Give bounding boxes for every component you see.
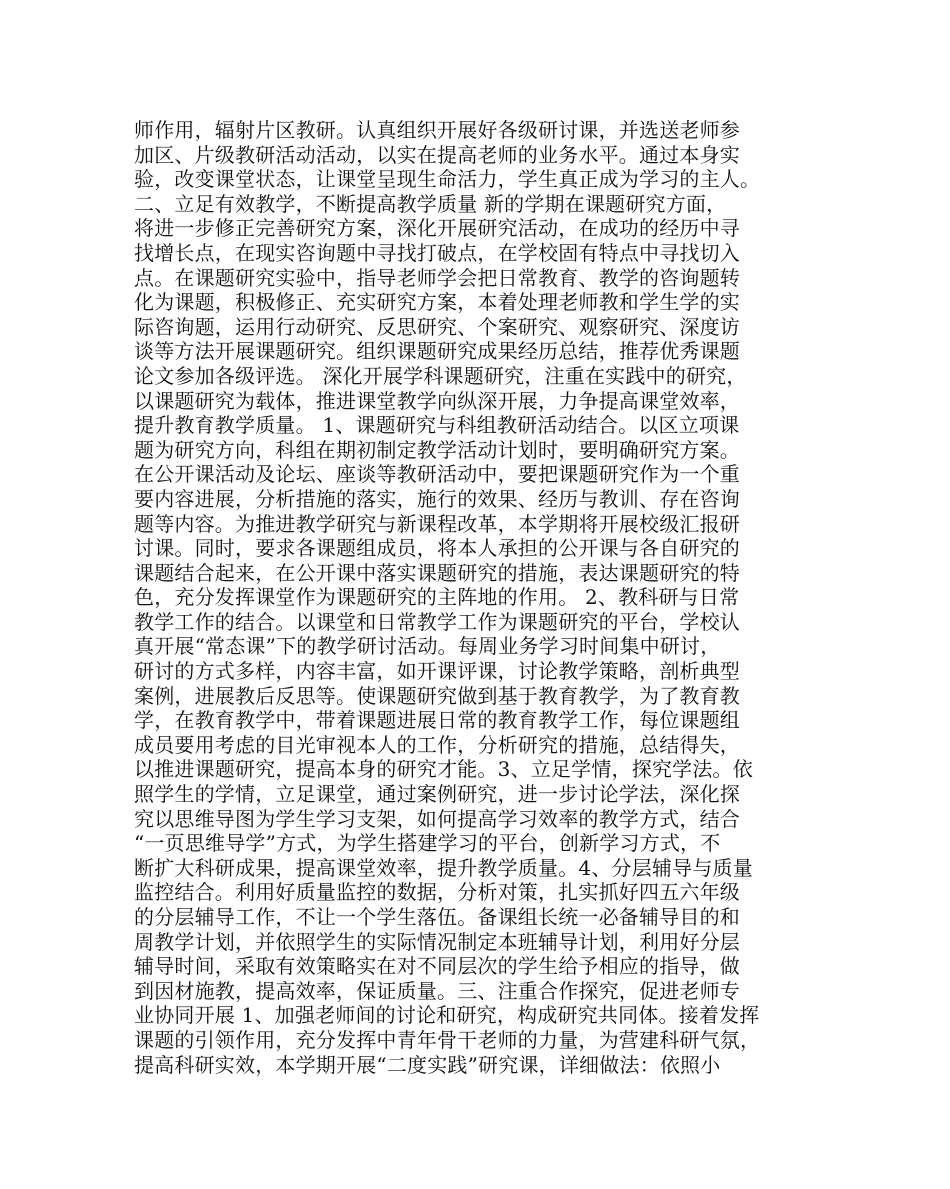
text-line: 以推进课题研究，提高本身的研究才能。3、立足学情，探究学法。依: [134, 757, 753, 782]
text-line: 课题结合起来，在公开课中落实课题研究的措施，表达课题研究的特: [134, 560, 740, 585]
text-line: 的分层辅导工作，不让一个学生落伍。备课组长统一必备辅导目的和: [134, 905, 740, 929]
text-line: 加区、片级教研活动活动，以实在提高老师的业务水平。通过本身实: [134, 142, 740, 167]
text-line: 谈等方法开展课题研究。组织课题研究成果经历总结，推荐优秀课题: [134, 339, 740, 364]
text-line: 提高科研实效，本学期开展“二度实践”研究课，详细做法：依照小: [134, 1052, 721, 1077]
text-line: 业协同开展 1、加强老师间的讨论和研究，构成研究共同体。接着发挥: [134, 1003, 760, 1028]
text-line: “一页思维导学”方式，为学生搭建学习的平台，创新学习方式，不: [134, 831, 721, 856]
text-line: 成员要用考虑的目光审视本人的工作，分析研究的措施，总结得失，: [134, 732, 740, 757]
text-line: 照学生的学情，立足课堂，通过案例研究，进一步讨论学法，深化探: [134, 782, 740, 807]
text-line: 真开展“常态课”下的教学研讨活动。每周业务学习时间集中研讨，: [134, 634, 721, 659]
text-line: 题为研究方向，科组在期初制定教学活动计划时，要明确研究方案。: [134, 437, 740, 462]
text-line: 要内容进展，分析措施的落实，施行的效果、经历与教训、存在咨询: [134, 486, 740, 511]
text-line: 师作用，辐射片区教研。认真组织开展好各级研讨课，并选送老师参: [134, 118, 740, 142]
text-line: 讨课。同时，要求各课题组成员，将本人承担的公开课与各自研究的: [134, 536, 740, 561]
text-line: 验，改变课堂状态，让课堂呈现生命活力，学生真正成为学习的主人。: [134, 167, 761, 192]
text-line: 断扩大科研成果，提高课堂效率，提升教学质量。4、分层辅导与质量: [134, 855, 753, 880]
text-line: 究以思维导图为学生学习支架，如何提高学习效率的教学方式，结合: [134, 806, 740, 831]
text-line: 提升教育教学质量。 1、课题研究与科组教研活动结合。以区立项课: [134, 413, 740, 438]
text-line: 辅导时间，采取有效策略实在对不同层次的学生给予相应的指导，做: [134, 954, 740, 979]
text-line: 研讨的方式多样，内容丰富，如开课评课，讨论教学策略，剖析典型: [134, 659, 740, 684]
text-line: 找增长点，在现实咨询题中寻找打破点，在学校固有特点中寻找切入: [134, 240, 740, 265]
text-line: 学，在教育教学中，带着课题进展日常的教育教学工作，每位课题组: [134, 708, 740, 733]
text-line: 课题的引领作用，充分发挥中青年骨干老师的力量，为营建科研气氛，: [134, 1027, 761, 1052]
text-line: 将进一步修正完善研究方案，深化开展研究活动，在成功的经历中寻: [134, 216, 740, 241]
text-line: 案例，进展教后反思等。使课题研究做到基于教育教学，为了教育教: [134, 683, 740, 708]
text-line: 以课题研究为载体，推进课堂教学向纵深开展，力争提高课堂效率，: [134, 388, 740, 413]
text-line: 在公开课活动及论坛、座谈等教研活动中，要把课题研究作为一个重: [134, 462, 740, 487]
text-line: 点。在课题研究实验中，指导老师学会把日常教育、教学的咨询题转: [134, 265, 740, 290]
text-line: 论文参加各级评选。 深化开展学科课题研究，注重在实践中的研究，: [134, 363, 747, 388]
text-line: 色，充分发挥课堂作为课题研究的主阵地的作用。 2、教科研与日常: [134, 585, 740, 610]
text-line: 题等内容。为推进教学研究与新课程改革，本学期将开展校级汇报研: [134, 511, 740, 536]
text-line: 二、立足有效教学，不断提高教学质量 新的学期在课题研究方面，: [134, 191, 727, 216]
text-line: 化为课题，积极修正、充实研究方案，本着处理老师教和学生学的实: [134, 290, 740, 315]
text-line: 监控结合。利用好质量监控的数据，分析对策，扎实抓好四五六年级: [134, 880, 740, 905]
body-text: [134, 118, 834, 1077]
text-line: 教学工作的结合。以课堂和日常教学工作为课题研究的平台，学校认: [134, 609, 740, 634]
text-line: 际咨询题，运用行动研究、反思研究、个案研究、观察研究、深度访: [134, 314, 740, 339]
text-line: 周教学计划，并依照学生的实际情况制定本班辅导计划，利用好分层: [134, 929, 740, 954]
text-line: 到因材施教，提高效率，保证质量。三、注重合作探究，促进老师专: [134, 978, 740, 1003]
